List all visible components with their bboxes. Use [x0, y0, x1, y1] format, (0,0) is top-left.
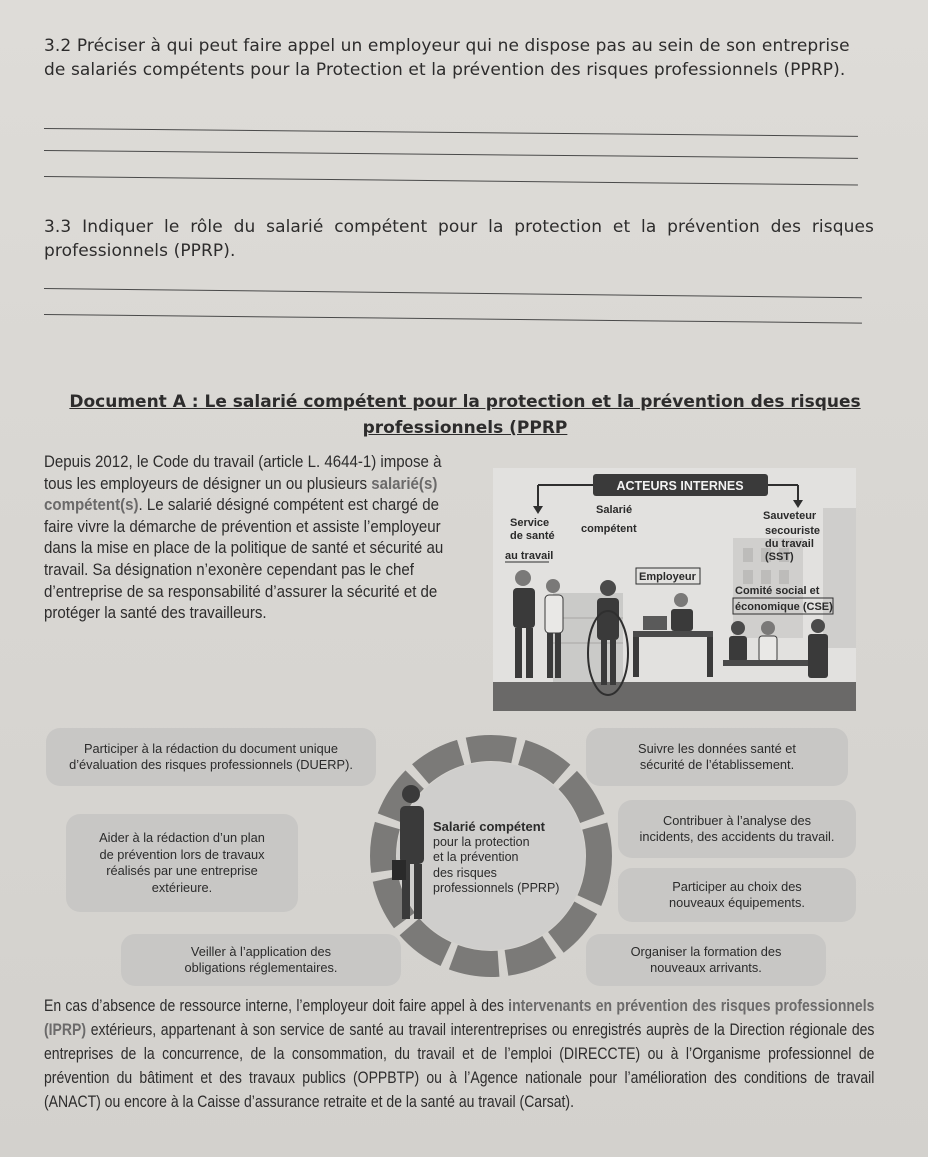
role-text: obligations réglementaires. — [184, 960, 338, 975]
role-card — [121, 934, 401, 986]
role-text: Organiser la formation des — [630, 943, 782, 959]
actors-header: ACTEURS INTERNES — [616, 479, 744, 493]
roles-diagram — [66, 722, 866, 990]
document-a-title — [60, 389, 870, 441]
outro-text-1: En cas d’absence de ressource interne, l’employeur doit faire appel à des — [44, 997, 509, 1015]
label-sauveteur-2: secouriste — [765, 525, 821, 537]
role-card — [586, 934, 826, 986]
role-text: sécurité de l’établissement. — [639, 757, 795, 772]
answer-line — [44, 176, 858, 186]
role-text: de prévention lors de travaux — [99, 846, 265, 862]
label-sauveteur-4: (SST) — [765, 551, 794, 563]
internal-actors-illustration — [493, 468, 856, 711]
answer-line — [44, 288, 862, 298]
label-service: Service — [510, 517, 550, 529]
role-card — [618, 800, 856, 858]
question-3-2: 3.2 Préciser à qui peut faire appel un employeur qui ne dispose pas au sein de son entreprise de salariés compétents pour la Protection et la prévention des risques professionnels (PPRP). — [44, 36, 850, 80]
intro-text-1: Depuis 2012, le Code du travail (article L. 4644-1) impose à tous les employeurs de désigner un ou plusieurs — [44, 453, 442, 493]
center-line-5: professionnels (PPRP) — [433, 881, 560, 895]
outro-keyword: intervenants en prévention des risques professionnels (IPRP) — [44, 997, 875, 1039]
document-a-title-line-1: Document A : Le salarié compétent pour la protection et la prévention des risques — [69, 392, 861, 412]
intro-text-2: . Le salarié désigné compétent est chargé de faire vivre la démarche de prévention et assiste l’employeur dans la mise en place de la politique de santé et sécurité au travail. Sa désignation n’exonère cependant pas le chef d’entreprise de sa responsabilité d’assurer la sécurité et de protéger la santé des travailleurs. — [44, 496, 444, 623]
intro-keyword: salarié(s) compétent(s) — [44, 474, 438, 515]
role-text: Participer au choix des — [672, 878, 802, 894]
role-card — [618, 868, 856, 922]
answer-line — [44, 150, 858, 159]
document-a-title-line-2: professionnels (PPRP — [362, 418, 568, 438]
role-card — [46, 728, 376, 786]
label-employeur: Employeur — [639, 571, 696, 583]
role-text: Veiller à l’application des — [190, 943, 332, 959]
question-3-3: 3.3 Indiquer le rôle du salarié compétent pour la protection et la prévention des risques professionnels (PPRP). — [44, 217, 874, 261]
label-service-2: de santé — [510, 530, 555, 542]
role-card — [586, 728, 848, 786]
center-line-4: des risques — [433, 865, 497, 880]
label-cse-2: économique (CSE) — [735, 601, 833, 613]
label-cse: Comité social et — [735, 585, 820, 597]
label-sauveteur: Sauveteur — [763, 510, 817, 522]
role-text: d’évaluation des risques professionnels (DUERP). — [69, 757, 353, 772]
role-text: Aider à la rédaction d’un plan — [99, 830, 265, 845]
role-text: nouveaux arrivants. — [650, 960, 762, 975]
role-text: Participer à la rédaction du document unique — [84, 740, 338, 756]
role-text: réalisés par une entreprise — [106, 863, 258, 878]
answer-line — [44, 128, 858, 137]
label-salarie: Salarié — [596, 504, 633, 516]
document-a-outro — [44, 994, 874, 1114]
document-a-intro — [44, 452, 448, 625]
role-text: Suivre les données santé et — [638, 740, 796, 756]
center-line-1: Salarié compétent — [433, 819, 545, 834]
answer-line — [44, 314, 862, 324]
role-text: incidents, des accidents du travail. — [639, 829, 835, 844]
label-sauveteur-3: du travail — [765, 538, 814, 550]
center-line-3: et la prévention — [433, 850, 519, 864]
role-card — [66, 814, 298, 912]
role-text: Contribuer à l’analyse des — [663, 812, 811, 828]
role-text: extérieure. — [151, 879, 213, 895]
outro-text-2: extérieurs, appartenant à son service de santé au travail interentreprises ou enregistrés auprès de la Direction régionale des entreprises de la concurrence, de la consommation, du travail et de l’emploi (DIRECCTE) ou à l’Organisme professionnel de prévention du bâtiment et des travaux publics (OPPBTP) ou à l’Agence nationale pour l’amélioration des conditions de travail (ANACT) ou encore à la Caisse d’assurance retraite et de la santé au travail (Carsat). — [44, 1021, 875, 1111]
role-text: nouveaux équipements. — [669, 895, 805, 910]
label-salarie-2: compétent — [581, 523, 637, 535]
center-label — [433, 819, 559, 897]
center-line-2: pour la protection — [433, 834, 530, 849]
label-service-3: au travail — [505, 550, 554, 562]
